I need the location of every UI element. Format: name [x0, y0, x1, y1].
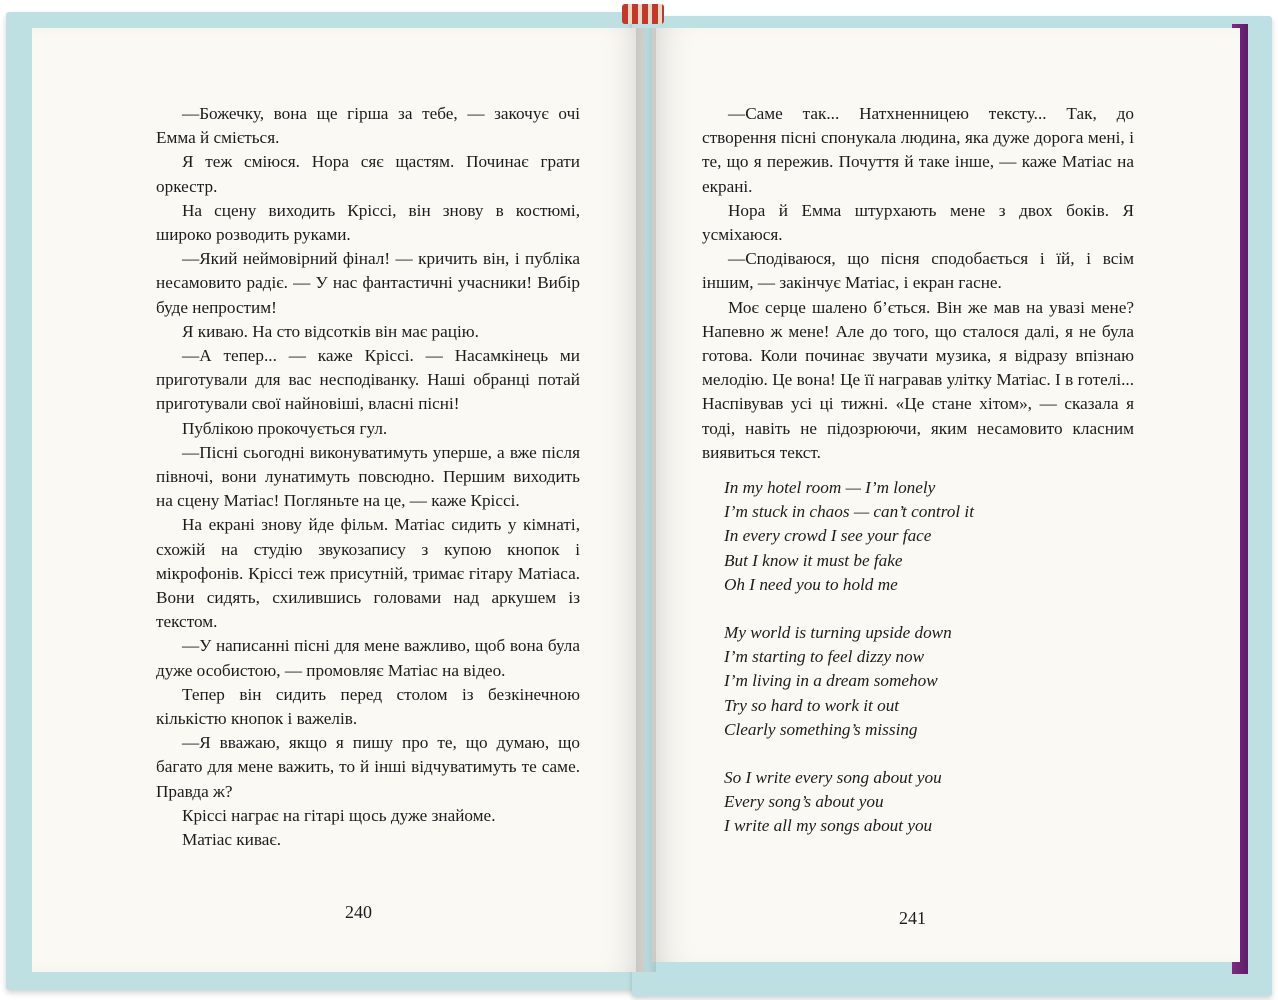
book-gutter	[636, 28, 656, 972]
lyric-line: Every song’s about you	[724, 792, 884, 812]
paragraph: Я киваю. На сто відсотків він має рацію.	[182, 321, 479, 341]
lyrics-stanza	[724, 476, 1134, 597]
lyrics-stanza	[724, 621, 1134, 742]
paragraph: Тепер він сидить перед столом із безкінечною кількістю кнопок і важелів.	[156, 684, 580, 729]
lyric-line: In my hotel room — I’m lonely	[724, 478, 936, 498]
paragraph: Публікою прокочується гул.	[182, 418, 388, 438]
lyric-line: I write all my songs about you	[724, 816, 933, 836]
lyric-line: Oh I need you to hold me	[724, 574, 898, 594]
lyrics-stanza	[724, 766, 1134, 839]
paragraph: —Який неймовірний фінал! — кричить він, і публіка несамовито радіє. — У нас фантастичні учасники! Вибір буде непростим!	[156, 249, 580, 317]
paragraph: —Сподіваюся, що пісня сподобається і їй, і всім іншим, — закінчує Матіас, і екран гасне.	[702, 249, 1134, 293]
lyric-line: I’m starting to feel dizzy now	[724, 647, 925, 667]
paragraph: —Саме так... Натхненницею тексту... Так, до створення пісні спонукала людина, яка дуже дорога мені, і те, що я пережив. Почуття й таке інше, — каже Матіас на екрані.	[702, 104, 1134, 196]
page-number: 240	[345, 902, 372, 922]
lyric-line: So I write every song about you	[724, 768, 942, 788]
paragraph: Моє серце шалено б’ється. Він же мав на увазі мене? Напевно ж мене! Але до того, що сталося далі, я не була готова. Коли починає звучати музика, я відразу впізнаю мелодію. Це вона! Це її награвав улітку Матіас. І в готелі... Наспівував усі ці тижні. «Це стане хітом», — сказала я тоді, навіть не підозрюючи, яким несамовито класним виявиться текст.	[702, 297, 1134, 462]
paragraph: —А тепер... — каже Кріссі. — Насамкінець ми приготували для вас несподіванку. Наші обранці потай приготували свої найновіші, власні пісні!	[156, 346, 580, 414]
page-number: 241	[899, 908, 926, 928]
paragraph: —Пісні сьогодні виконуватимуть уперше, а вже після півночі, вони лунатимуть повсюдно. Першим виходить на сцену Матіас! Погляньте на це, — каже Кріссі.	[156, 442, 580, 511]
lyric-line: I’m stuck in chaos — can’t control it	[724, 502, 974, 522]
paragraph: Я теж сміюся. Нора сяє щастям. Починає грати оркестр.	[156, 152, 580, 196]
paragraph: Кріссі награє на гітарі щось дуже знайоме.	[182, 805, 496, 825]
paragraph: На екрані знову йде фільм. Матіас сидить у кімнаті, схожій на студію звукозапису з купою кнопок і мікрофонів. Кріссі теж присутній, тримає гітару Матіаса. Вони сидять, схилившись головами над аркушем із текстом.	[156, 515, 580, 632]
paragraph: На сцену виходить Кріссі, він знову в костюмі, широко розводить руками.	[156, 200, 580, 245]
song-lyrics	[724, 476, 1134, 839]
lyric-line: In every crowd I see your face	[724, 526, 932, 546]
paragraph: Нора й Емма штурхають мене з двох боків. Я усміхаюся.	[702, 200, 1134, 245]
paragraph: —У написанні пісні для мене важливо, щоб вона була дуже особистою, — промовляє Матіас на відео.	[156, 636, 580, 680]
lyric-line: But I know it must be fake	[724, 550, 903, 570]
paragraph: —Божечку, вона ще гірша за тебе, — закочує очі Емма й сміється.	[156, 104, 580, 148]
left-page	[32, 28, 644, 972]
lyric-line: Try so hard to work it out	[724, 695, 900, 715]
lyric-line: Clearly something’s missing	[724, 719, 918, 739]
right-page-text	[702, 102, 1134, 863]
right-page	[652, 28, 1240, 962]
paragraph: —Я вважаю, якщо я пишу про те, що думаю, що багато для мене важить, то й інші відчуватимуть те саме. Правда ж?	[156, 733, 580, 801]
headband	[622, 4, 664, 24]
lyric-line: I’m living in a dream somehow	[724, 671, 938, 691]
left-page-text	[156, 102, 580, 852]
lyric-line: My world is turning upside down	[724, 623, 952, 643]
paragraph: Матіас киває.	[182, 830, 282, 850]
